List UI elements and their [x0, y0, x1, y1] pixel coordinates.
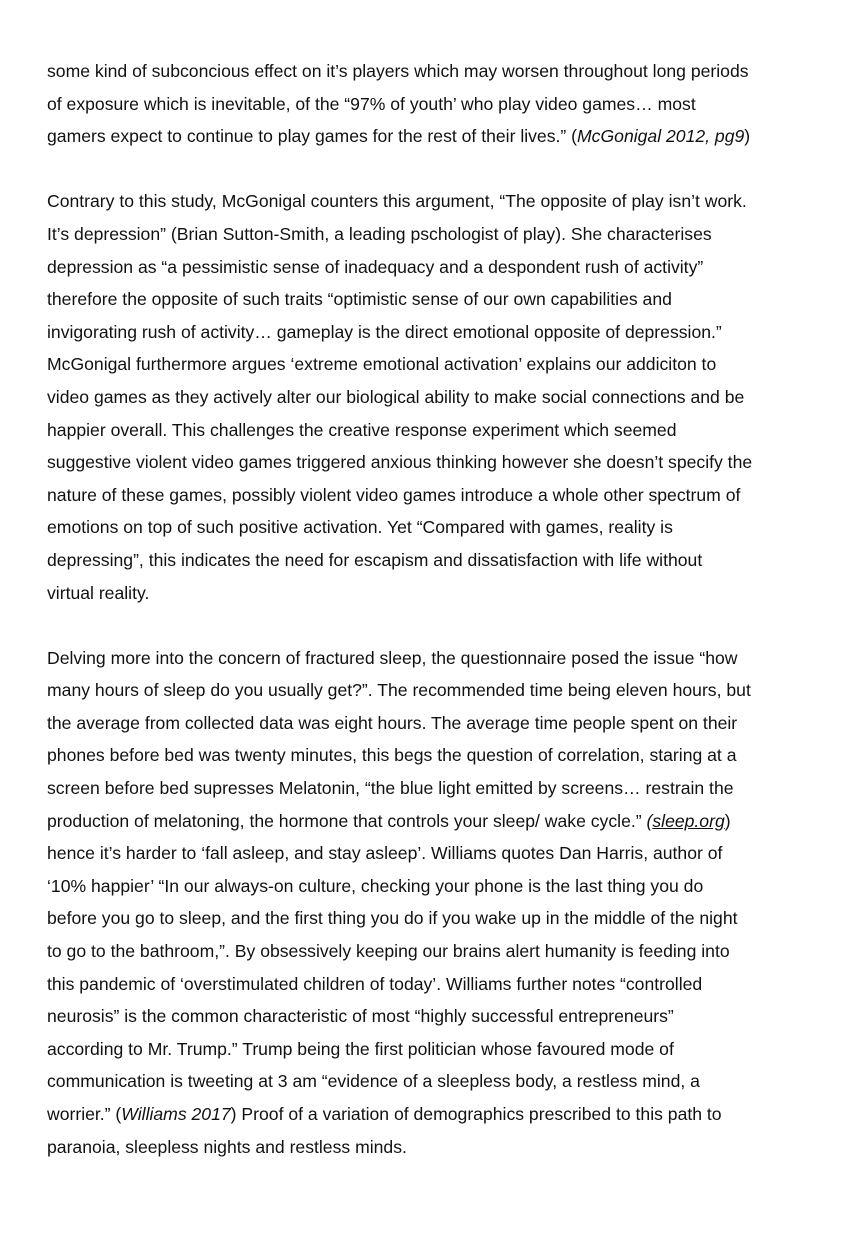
- text-segment: It’s depression” (Brian Sutton-Smith, a leading pschologist of play). She characterises: [47, 223, 712, 244]
- text-line: [47, 185, 752, 218]
- text-line: [47, 837, 752, 870]
- text-segment: this pandemic of ‘overstimulated children of today’. Williams further notes “controlled: [47, 973, 703, 994]
- text-segment: ‘10% happier’ “In our always-on culture, checking your phone is the last thing you do: [47, 875, 704, 896]
- text-segment: neurosis” is the common characteristic of most “highly successful entrepreneurs”: [47, 1006, 674, 1027]
- text-segment: therefore the opposite of such traits “optimistic sense of our own capabilities and: [47, 289, 672, 310]
- citation-link[interactable]: sleep.org: [652, 810, 725, 831]
- text-segment: virtual reality.: [47, 582, 150, 603]
- text-line: [47, 251, 752, 284]
- text-segment: nature of these games, possibly violent video games introduce a whole other spectrum of: [47, 484, 741, 505]
- text-line: [47, 902, 752, 935]
- text-line: [47, 870, 752, 903]
- text-line: [47, 772, 752, 805]
- text-segment: before you go to sleep, and the first thing you do if you wake up in the middle of the night: [47, 908, 738, 929]
- text-line: [47, 479, 752, 512]
- text-segment: ) Proof of a variation of demographics prescribed to this path to: [230, 1104, 722, 1124]
- text-line: [47, 674, 752, 707]
- text-segment: many hours of sleep do you usually get?”. The recommended time being eleven hours, but: [47, 680, 751, 701]
- text-segment: hence it’s harder to ‘fall asleep, and stay asleep’. Williams quotes Dan Harris, author of: [47, 843, 723, 864]
- text-line: [47, 544, 752, 577]
- text-line: [47, 968, 752, 1001]
- text-segment: some kind of subconcious effect on it’s players which may worsen throughout long periods: [47, 61, 749, 81]
- document-body: [47, 55, 752, 1196]
- text-line: [47, 381, 752, 414]
- text-line: [47, 1065, 752, 1098]
- text-line: [47, 446, 752, 479]
- text-line: [47, 642, 752, 675]
- text-segment: ): [744, 126, 751, 147]
- text-line: [47, 511, 752, 544]
- text-segment: to go to the bathroom,”. By obsessively keeping our brains alert humanity is feeding into: [47, 941, 730, 962]
- text-line: [47, 935, 752, 968]
- text-segment: emotions on top of such positive activation. Yet “Compared with games, reality is: [47, 517, 673, 538]
- citation-text: Williams 2017: [121, 1104, 231, 1124]
- text-line: [47, 348, 752, 381]
- text-segment: depressing”, this indicates the need for escapism and dissatisfaction with life without: [47, 549, 703, 570]
- text-segment: video games as they actively alter our biological ability to make social connections and be: [47, 386, 745, 407]
- citation-text: McGonigal 2012, pg9: [577, 126, 745, 147]
- paragraph: [47, 642, 752, 1164]
- text-segment: production of melatoning, the hormone that controls your sleep/ wake cycle.”: [47, 810, 647, 831]
- text-line: [47, 739, 752, 772]
- text-segment: Contrary to this study, McGonigal counters this argument, “The opposite of play isn’t work.: [47, 191, 747, 212]
- text-segment: communication is tweeting at 3 am “evidence of a sleepless body, a restless mind, a: [47, 1071, 700, 1092]
- text-segment: Delving more into the concern of fractured sleep, the questionnaire posed the issue “how: [47, 647, 738, 668]
- text-line: [47, 55, 752, 88]
- text-segment: happier overall. This challenges the creative response experiment which seemed: [47, 419, 677, 440]
- text-line: [47, 1098, 752, 1131]
- text-segment: the average from collected data was eight hours. The average time people spent on their: [47, 712, 738, 733]
- text-segment: ): [724, 810, 731, 831]
- citation-text: (: [646, 810, 653, 831]
- text-line: [47, 120, 752, 153]
- text-segment: of exposure which is inevitable, of the “97% of youth’ who play video games… most: [47, 93, 696, 114]
- text-segment: worrier.” (: [47, 1104, 122, 1124]
- text-line: [47, 577, 752, 610]
- text-line: [47, 283, 752, 316]
- text-line: [47, 707, 752, 740]
- text-line: [47, 805, 752, 838]
- text-line: [47, 1131, 752, 1164]
- text-line: [47, 1033, 752, 1066]
- text-segment: depression as “a pessimistic sense of inadequacy and a despondent rush of activity”: [47, 256, 704, 277]
- text-segment: according to Mr. Trump.” Trump being the first politician whose favoured mode of: [47, 1038, 674, 1059]
- paragraph: [47, 55, 752, 153]
- text-segment: suggestive violent video games triggered anxious thinking however she doesn’t specify the: [47, 452, 753, 473]
- text-line: [47, 414, 752, 447]
- text-segment: gamers expect to continue to play games for the rest of their lives.” (: [47, 126, 578, 147]
- text-segment: McGonigal furthermore argues ‘extreme emotional activation’ explains our addiciton to: [47, 354, 717, 375]
- text-line: [47, 88, 752, 121]
- text-segment: invigorating rush of activity… gameplay is the direct emotional opposite of depression.”: [47, 321, 722, 342]
- text-line: [47, 316, 752, 349]
- text-segment: screen before bed supresses Melatonin, “the blue light emitted by screens… restrain the: [47, 778, 734, 799]
- text-line: [47, 1000, 752, 1033]
- paragraph: [47, 185, 752, 609]
- text-line: [47, 218, 752, 251]
- text-segment: phones before bed was twenty minutes, this begs the question of correlation, staring at a: [47, 745, 737, 766]
- text-segment: paranoia, sleepless nights and restless minds.: [47, 1136, 407, 1157]
